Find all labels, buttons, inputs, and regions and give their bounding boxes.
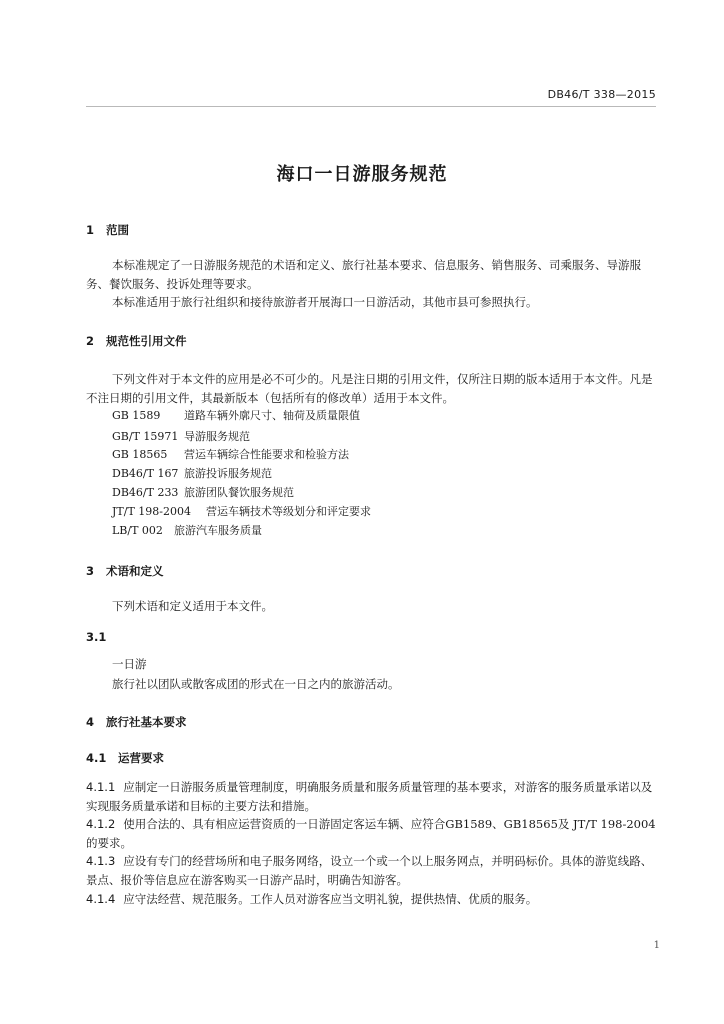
clause-number: 4.1.2 [86,817,116,831]
subsection-number: 4.1 [86,751,107,765]
subsection-4-1-heading [86,750,164,766]
reference-code: DB46/T 167 [112,467,179,480]
reference-name: 旅游汽车服务质量 [174,524,262,537]
clause-text: 应设有专门的经营场所和电子服务网络，设立一个或一个以上服务网点，并明码标价。具体的游览线路、景点、报价等信息应在游客购买一日游产品时，明确告知游客。 [86,854,653,887]
reference-name: 旅游投诉服务规范 [184,467,272,480]
reference-item [112,486,294,500]
document-title: 海口一日游服务规范 [276,164,448,185]
clause-4-1-1 [86,778,658,815]
reference-code: DB46/T 233 [112,486,179,499]
reference-name: 导游服务规范 [184,430,250,443]
term-name: 一日游 [112,657,147,671]
section-number: 1 [86,223,95,237]
subsection-3-1-number: 3.1 [86,630,107,644]
clause-number: 4.1.4 [86,892,116,906]
section-title: 规范性引用文件 [106,334,187,348]
section-title: 术语和定义 [106,564,164,578]
reference-item [112,409,360,423]
section-3-heading [86,563,164,579]
clause-text: 应制定一日游服务质量管理制度，明确服务质量和服务质量管理的基本要求，对游客的服务质量承诺以及实现服务质量承诺和目标的主要方法和措施。 [86,780,653,813]
reference-name: 旅游团队餐饮服务规范 [184,486,294,499]
section-title: 旅行社基本要求 [106,715,187,729]
reference-item [112,505,371,519]
section-1-paragraph-2: 本标准适用于旅行社组织和接待旅游者开展海口一日游活动，其他市县可参照执行。 [112,295,538,309]
clause-text: 应守法经营、规范服务。工作人员对游客应当文明礼貌，提供热情、优质的服务。 [123,892,538,906]
reference-code: GB/T 15971 [112,430,179,443]
clause-4-1-4 [86,890,658,909]
clause-number: 4.1.1 [86,780,116,794]
clause-4-1-3 [86,852,658,889]
reference-name: 营运车辆技术等级划分和评定要求 [206,505,371,518]
clause-4-1-2 [86,815,658,852]
reference-item [112,467,272,481]
section-number: 2 [86,334,95,348]
reference-item [112,524,262,538]
reference-code: LB/T 002 [112,524,163,537]
section-title: 范围 [106,223,129,237]
section-1-paragraph-1: 本标准规定了一日游服务规范的术语和定义、旅行社基本要求、信息服务、销售服务、司乘服务、导游服务、餐饮服务、投诉处理等要求。 [86,258,641,291]
reference-code: GB 1589 [112,409,161,422]
reference-item [112,448,349,462]
page-number: 1 [653,940,660,951]
section-number: 3 [86,564,95,578]
clause-number: 4.1.3 [86,854,116,868]
section-3-paragraph-1: 下列术语和定义适用于本文件。 [112,599,273,613]
section-number: 4 [86,715,95,729]
reference-name: 道路车辆外廓尺寸、轴荷及质量限值 [184,409,360,422]
reference-name: 营运车辆综合性能要求和检验方法 [184,448,349,461]
document-code: DB46/T 338—2015 [547,88,656,101]
clause-text: 使用合法的、具有相应运营资质的一日游固定客运车辆、应符合GB1589、GB18565及 JT/T 198-2004的要求。 [86,817,656,850]
reference-item [112,430,250,444]
header-divider [86,106,656,107]
section-2-paragraph-1: 下列文件对于本文件的应用是必不可少的。凡是注日期的引用文件，仅所注日期的版本适用于本文件。凡是不注日期的引用文件，其最新版本（包括所有的修改单）适用于本文件。 [86,372,653,405]
reference-code: JT/T 198-2004 [112,505,191,518]
term-definition: 旅行社以团队或散客成团的形式在一日之内的旅游活动。 [112,677,400,691]
subsection-title: 运营要求 [118,751,164,765]
section-4-heading [86,714,187,730]
section-1-heading [86,222,129,238]
section-2-heading [86,333,187,349]
reference-code: GB 18565 [112,448,168,461]
